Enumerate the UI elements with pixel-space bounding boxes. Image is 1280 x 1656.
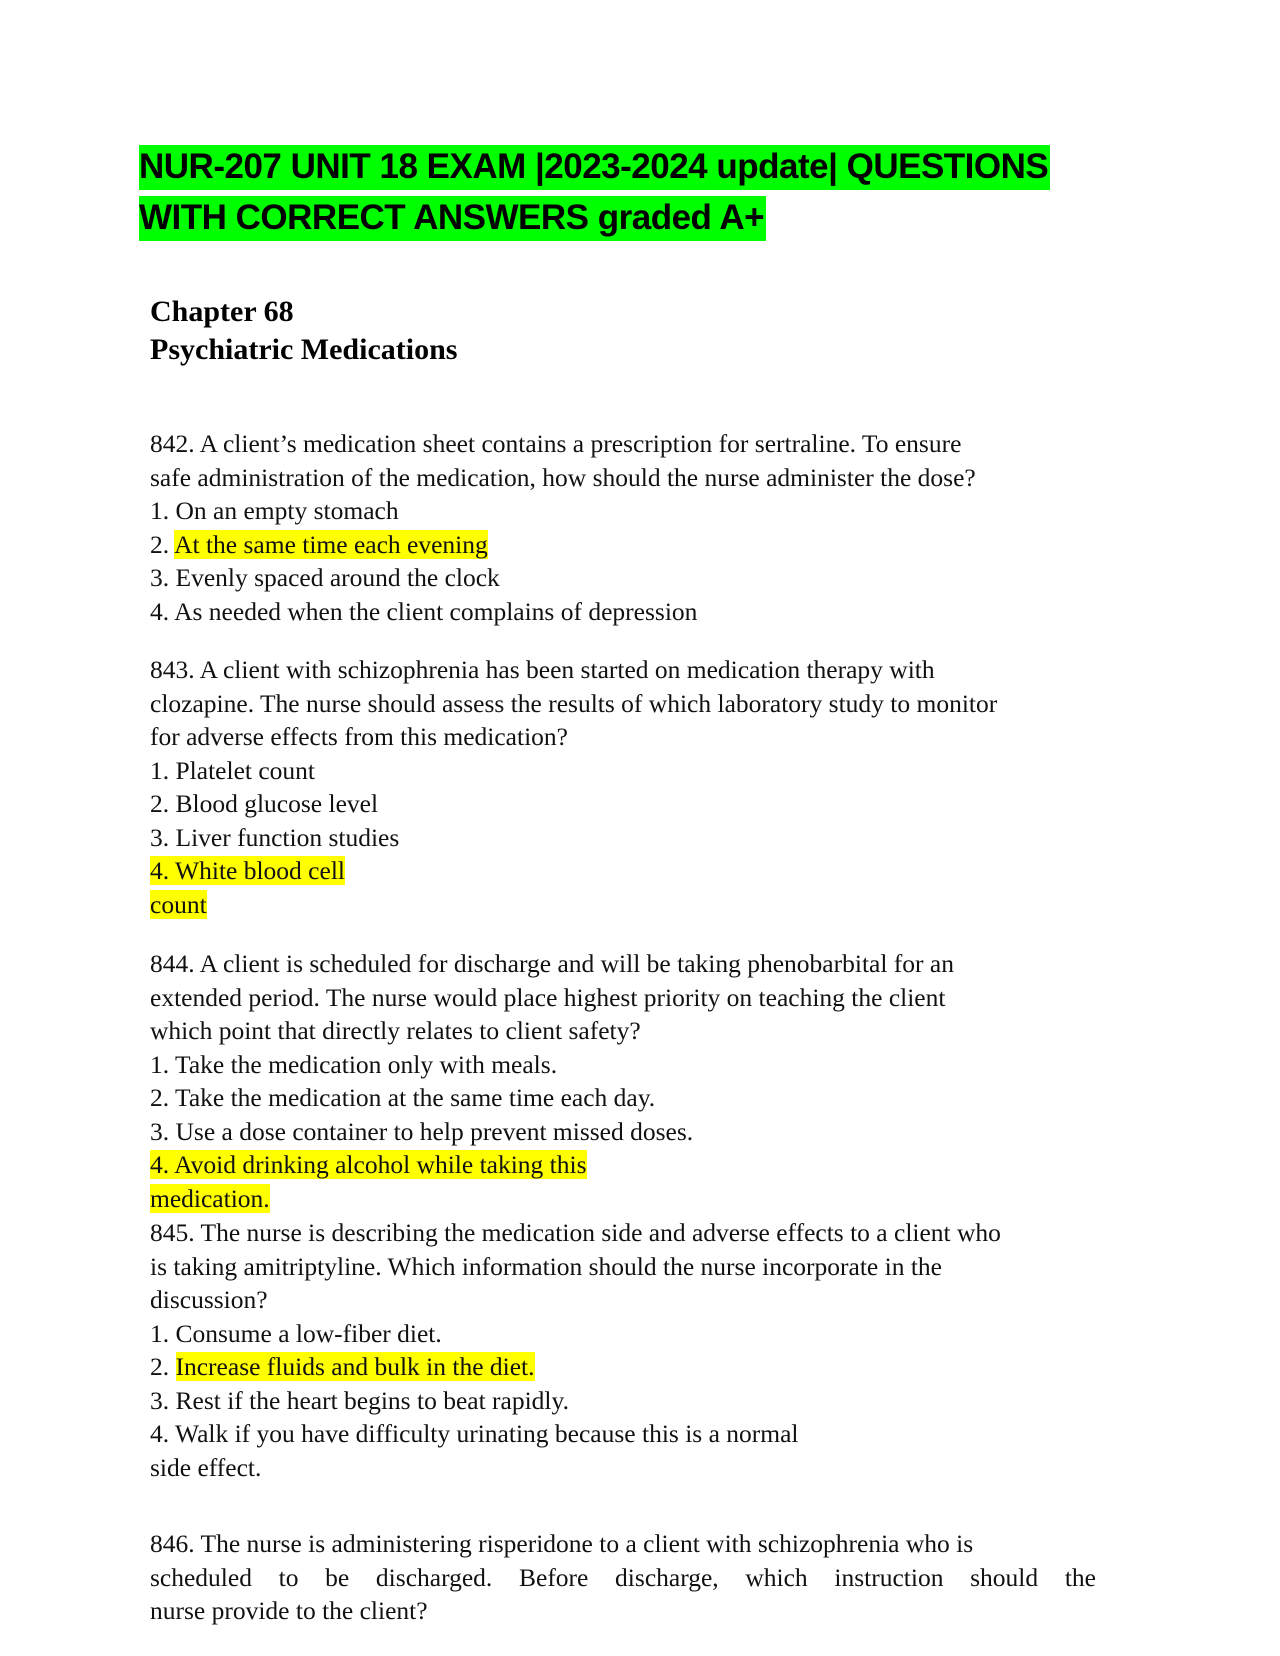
chapter-number: Chapter 68 (150, 295, 294, 328)
question-text-line: is taking amitriptyline. Which information should the nurse incorporate in the (150, 1251, 942, 1281)
answer-option: 2. Take the medication at the same time each day. (150, 1083, 656, 1112)
answer-option-correct (150, 528, 1130, 562)
correct-answer-highlight: medication. (150, 1183, 270, 1213)
question-842 (150, 427, 1130, 628)
chapter-name: Psychiatric Medications (150, 333, 458, 366)
answer-option: 1. On an empty stomach (150, 496, 399, 525)
question-843 (150, 653, 1130, 921)
answer-option: 3. Evenly spaced around the clock (150, 563, 500, 592)
answer-option: 3. Liver function studies (150, 822, 400, 852)
answer-option-correct (150, 854, 1130, 888)
correct-answer-highlight: 4. Avoid drinking alcohol while taking this (150, 1150, 587, 1179)
question-text-line: extended period. The nurse would place highest priority on teaching the client (150, 982, 946, 1012)
option-number: 2. (150, 529, 175, 559)
answer-option-correct (150, 1182, 1130, 1216)
question-text-line: discussion? (150, 1285, 268, 1314)
question-text-line: 843. A client with schizophrenia has been started on medication therapy with (150, 655, 935, 684)
question-text-line: 845. The nurse is describing the medication side and adverse effects to a client who (150, 1218, 1001, 1247)
correct-answer-highlight: Increase fluids and bulk in the diet. (175, 1352, 535, 1381)
question-text-line: 842. A client’s medication sheet contains a prescription for sertraline. To ensure (150, 429, 962, 458)
option-number: 2. (150, 1352, 176, 1381)
title-line-2: WITH CORRECT ANSWERS graded A+ (139, 196, 766, 241)
question-text-line: which point that directly relates to client safety? (150, 1016, 641, 1045)
correct-answer-highlight: 4. White blood cell (150, 856, 345, 885)
question-text-line: 846. The nurse is administering risperidone to a client with schizophrenia who is (150, 1529, 974, 1558)
answer-option-correct (150, 1148, 1130, 1182)
question-text-line: nurse provide to the client? (150, 1596, 428, 1625)
answer-option: side effect. (150, 1452, 262, 1482)
question-845 (150, 1216, 1130, 1484)
question-text-line: clozapine. The nurse should assess the results of which laboratory study to monitor (150, 688, 998, 718)
answer-option: 1. Take the medication only with meals. (150, 1049, 558, 1079)
title-line-1: NUR-207 UNIT 18 EXAM |2023-2024 update| QUESTIONS (139, 145, 1050, 190)
question-846 (150, 1527, 1130, 1628)
answer-option: 1. Platelet count (150, 755, 316, 785)
chapter-heading (150, 293, 457, 369)
question-844 (150, 947, 1130, 1215)
answer-option: 3. Use a dose container to help prevent missed doses. (150, 1116, 694, 1146)
question-text-line: for adverse effects from this medication? (150, 722, 568, 751)
answer-option: 1. Consume a low-fiber diet. (150, 1318, 442, 1348)
question-text-line: safe administration of the medication, how should the nurse administer the dose? (150, 462, 976, 492)
answer-option-correct (150, 888, 1130, 922)
answer-option: 3. Rest if the heart begins to beat rapidly. (150, 1385, 569, 1415)
answer-option: 4. Walk if you have difficulty urinating because this is a normal (150, 1419, 799, 1448)
answer-option: 4. As needed when the client complains of depression (150, 596, 698, 626)
question-text-line: scheduled to be discharged. Before discharge, which instruction should the (150, 1562, 1096, 1592)
question-text-line: 844. A client is scheduled for discharge and will be taking phenobarbital for an (150, 949, 954, 978)
answer-option-correct (150, 1350, 1130, 1384)
answer-option: 2. Blood glucose level (150, 789, 379, 818)
document-title (139, 141, 1139, 243)
correct-answer-highlight: At the same time each evening (174, 529, 488, 559)
correct-answer-highlight: count (150, 889, 207, 919)
